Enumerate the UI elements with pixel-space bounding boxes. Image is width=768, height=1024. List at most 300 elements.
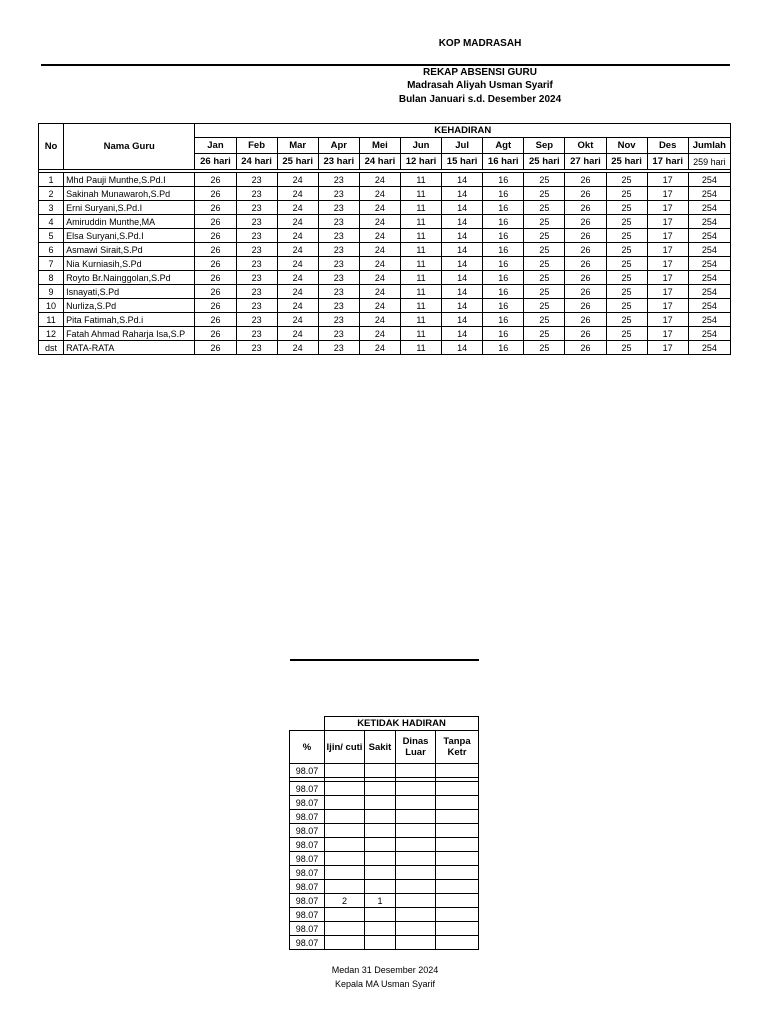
attendance-cell: 25 — [606, 243, 647, 257]
attendance-cell: 23 — [318, 201, 359, 215]
percent-cell: 98.07 — [290, 894, 325, 908]
attendance-cell: 25 — [606, 215, 647, 229]
attendance-cell: 23 — [236, 201, 277, 215]
month-header: Nov — [606, 138, 647, 154]
attendance-cell: 14 — [442, 327, 483, 341]
attendance-cell: 24 — [359, 243, 400, 257]
absence-cell — [396, 894, 436, 908]
absence-cell — [325, 922, 365, 936]
attendance-cell: 24 — [359, 313, 400, 327]
row-no: 4 — [39, 215, 64, 229]
attendance-cell: 25 — [524, 173, 565, 187]
table-row — [39, 215, 731, 229]
absence-cell — [396, 852, 436, 866]
signer-title: Kepala MA Usman Syarif — [334, 979, 436, 989]
place-date: Medan 31 Desember 2024 — [331, 965, 439, 975]
attendance-cell: 25 — [524, 257, 565, 271]
col-no-header: No — [39, 124, 64, 170]
attendance-cell: 25 — [524, 201, 565, 215]
attendance-cell: 26 — [195, 201, 236, 215]
teacher-name: Fatah Ahmad Raharja Isa,S.P — [64, 327, 195, 341]
month-header: Sep — [524, 138, 565, 154]
row-no: 9 — [39, 285, 64, 299]
attendance-cell: 26 — [195, 285, 236, 299]
table-row — [39, 257, 731, 271]
absence-cell — [436, 810, 479, 824]
table-row — [39, 327, 731, 341]
teacher-name: Royto Br.Nainggolan,S.Pd — [64, 271, 195, 285]
absence-cell — [396, 782, 436, 796]
absence-cell — [436, 852, 479, 866]
kehadiran-header: KEHADIRAN — [195, 124, 731, 138]
attendance-cell: 23 — [236, 173, 277, 187]
attendance-cell: 11 — [400, 341, 441, 355]
absence-cell — [436, 922, 479, 936]
attendance-cell: 17 — [647, 271, 688, 285]
absence-cell — [325, 796, 365, 810]
table-row — [290, 866, 479, 880]
percent-cell: 98.07 — [290, 922, 325, 936]
attendance-cell: 14 — [442, 243, 483, 257]
absence-cell — [436, 796, 479, 810]
attendance-cell: 14 — [442, 257, 483, 271]
days-count-header: 25 hari — [606, 154, 647, 170]
table-row — [39, 313, 731, 327]
month-header: Jun — [400, 138, 441, 154]
table-row — [39, 341, 731, 355]
attendance-cell: 17 — [647, 229, 688, 243]
table-row — [290, 764, 479, 778]
attendance-cell: 24 — [359, 285, 400, 299]
absence-cell — [365, 824, 396, 838]
attendance-cell: 25 — [606, 229, 647, 243]
attendance-cell: 23 — [318, 257, 359, 271]
attendance-cell: 23 — [318, 243, 359, 257]
attendance-cell: 11 — [400, 201, 441, 215]
absence-cell — [325, 824, 365, 838]
absence-cell — [365, 810, 396, 824]
table-row — [290, 796, 479, 810]
teacher-name: Elsa Suryani,S.Pd.I — [64, 229, 195, 243]
attendance-cell: 24 — [277, 201, 318, 215]
row-no: 3 — [39, 201, 64, 215]
absence-cell — [365, 936, 396, 950]
absence-cell — [436, 824, 479, 838]
percent-cell: 98.07 — [290, 838, 325, 852]
table-row — [290, 810, 479, 824]
absence-cell — [396, 922, 436, 936]
attendance-cell: 23 — [318, 313, 359, 327]
attendance-cell: 26 — [565, 271, 606, 285]
table-row — [39, 229, 731, 243]
attendance-cell: 23 — [236, 313, 277, 327]
attendance-cell: 16 — [483, 243, 524, 257]
attendance-cell: 23 — [236, 341, 277, 355]
attendance-cell: 24 — [277, 327, 318, 341]
attendance-cell: 16 — [483, 229, 524, 243]
attendance-cell: 25 — [524, 285, 565, 299]
attendance-cell: 16 — [483, 257, 524, 271]
teacher-name: Pita Fatimah,S.Pd.i — [64, 313, 195, 327]
attendance-cell: 24 — [359, 257, 400, 271]
table-row — [290, 894, 479, 908]
attendance-cell: 14 — [442, 299, 483, 313]
table-row — [39, 271, 731, 285]
attendance-cell: 14 — [442, 229, 483, 243]
attendance-cell: 24 — [359, 201, 400, 215]
month-header: Mei — [359, 138, 400, 154]
attendance-cell: 254 — [688, 341, 730, 355]
attendance-cell: 23 — [318, 187, 359, 201]
attendance-cell: 26 — [195, 327, 236, 341]
percent-cell: 98.07 — [290, 796, 325, 810]
month-header: Jan — [195, 138, 236, 154]
attendance-cell: 25 — [524, 313, 565, 327]
absence-cell — [325, 866, 365, 880]
teacher-name: RATA-RATA — [64, 341, 195, 355]
attendance-cell: 23 — [236, 271, 277, 285]
absence-cell — [396, 810, 436, 824]
absence-cell — [325, 810, 365, 824]
attendance-cell: 17 — [647, 215, 688, 229]
absence-cell — [365, 922, 396, 936]
attendance-cell: 25 — [524, 299, 565, 313]
attendance-cell: 26 — [565, 173, 606, 187]
absence-col-header: Sakit — [365, 731, 396, 764]
attendance-cell: 14 — [442, 285, 483, 299]
absence-cell — [396, 824, 436, 838]
month-header: Apr — [318, 138, 359, 154]
attendance-cell: 254 — [688, 257, 730, 271]
attendance-cell: 16 — [483, 173, 524, 187]
month-header: Jumlah — [688, 138, 730, 154]
attendance-cell: 24 — [359, 341, 400, 355]
teacher-name: Asmawi Sirait,S.Pd — [64, 243, 195, 257]
attendance-cell: 24 — [277, 271, 318, 285]
attendance-cell: 11 — [400, 285, 441, 299]
teacher-name: Sakinah Munawaroh,S.Pd — [64, 187, 195, 201]
table-row — [290, 922, 479, 936]
percent-cell: 98.07 — [290, 880, 325, 894]
attendance-cell: 17 — [647, 299, 688, 313]
col-nama-header: Nama Guru — [64, 124, 195, 170]
attendance-cell: 254 — [688, 173, 730, 187]
percent-cell: 98.07 — [290, 852, 325, 866]
attendance-cell: 26 — [195, 257, 236, 271]
percent-cell: 98.07 — [290, 764, 325, 778]
days-count-header: 16 hari — [483, 154, 524, 170]
attendance-cell: 16 — [483, 187, 524, 201]
attendance-cell: 23 — [236, 187, 277, 201]
attendance-cell: 14 — [442, 341, 483, 355]
attendance-cell: 14 — [442, 271, 483, 285]
attendance-cell: 23 — [318, 271, 359, 285]
month-header: Des — [647, 138, 688, 154]
absence-cell — [325, 764, 365, 778]
attendance-cell: 26 — [195, 187, 236, 201]
percent-cell: 98.07 — [290, 866, 325, 880]
attendance-cell: 26 — [565, 243, 606, 257]
days-count-header: 15 hari — [442, 154, 483, 170]
attendance-cell: 26 — [195, 313, 236, 327]
row-no: 5 — [39, 229, 64, 243]
attendance-cell: 25 — [606, 327, 647, 341]
attendance-cell: 23 — [318, 215, 359, 229]
attendance-cell: 23 — [318, 341, 359, 355]
teacher-name: Nurliza,S.Pd — [64, 299, 195, 313]
attendance-cell: 24 — [277, 173, 318, 187]
percent-cell: 98.07 — [290, 908, 325, 922]
teacher-name: Mhd Pauji Munthe,S.Pd.I — [64, 173, 195, 187]
absence-cell — [325, 782, 365, 796]
attendance-cell: 26 — [565, 285, 606, 299]
attendance-cell: 17 — [647, 187, 688, 201]
month-header: Okt — [565, 138, 606, 154]
attendance-cell: 25 — [606, 313, 647, 327]
table-row — [290, 838, 479, 852]
absence-cell — [436, 782, 479, 796]
attendance-cell: 25 — [524, 271, 565, 285]
attendance-cell: 26 — [565, 257, 606, 271]
attendance-cell: 23 — [236, 285, 277, 299]
attendance-cell: 11 — [400, 257, 441, 271]
attendance-cell: 11 — [400, 327, 441, 341]
attendance-cell: 23 — [318, 173, 359, 187]
absence-cell — [436, 936, 479, 950]
attendance-cell: 23 — [236, 299, 277, 313]
attendance-cell: 11 — [400, 229, 441, 243]
attendance-cell: 24 — [277, 243, 318, 257]
absence-cell — [365, 852, 396, 866]
attendance-cell: 16 — [483, 201, 524, 215]
attendance-table — [38, 123, 731, 355]
attendance-cell: 254 — [688, 201, 730, 215]
attendance-cell: 254 — [688, 313, 730, 327]
attendance-cell: 25 — [606, 257, 647, 271]
attendance-cell: 16 — [483, 285, 524, 299]
attendance-cell: 25 — [524, 243, 565, 257]
attendance-cell: 26 — [195, 243, 236, 257]
attendance-cell: 26 — [195, 299, 236, 313]
attendance-cell: 14 — [442, 313, 483, 327]
attendance-cell: 24 — [277, 215, 318, 229]
attendance-cell: 254 — [688, 327, 730, 341]
days-count-header: 259 hari — [688, 154, 730, 170]
table-row — [39, 187, 731, 201]
row-no: 6 — [39, 243, 64, 257]
month-header: Feb — [236, 138, 277, 154]
attendance-cell: 26 — [195, 341, 236, 355]
absence-cell — [396, 838, 436, 852]
teacher-name: Erni Suryani,S.Pd.I — [64, 201, 195, 215]
absence-cell: 1 — [365, 894, 396, 908]
table-row — [39, 173, 731, 187]
attendance-cell: 16 — [483, 341, 524, 355]
sub-blank-header — [290, 717, 325, 731]
table-row — [39, 243, 731, 257]
attendance-cell: 11 — [400, 187, 441, 201]
month-header: Agt — [483, 138, 524, 154]
absence-cell — [365, 838, 396, 852]
attendance-cell: 24 — [277, 285, 318, 299]
month-header: Jul — [442, 138, 483, 154]
attendance-cell: 11 — [400, 243, 441, 257]
attendance-cell: 26 — [195, 271, 236, 285]
row-no: 8 — [39, 271, 64, 285]
attendance-cell: 26 — [565, 327, 606, 341]
attendance-cell: 23 — [318, 229, 359, 243]
attendance-cell: 11 — [400, 299, 441, 313]
attendance-cell: 254 — [688, 271, 730, 285]
attendance-cell: 16 — [483, 271, 524, 285]
table-row — [290, 824, 479, 838]
row-no: 7 — [39, 257, 64, 271]
attendance-cell: 14 — [442, 215, 483, 229]
attendance-cell: 25 — [524, 229, 565, 243]
attendance-cell: 24 — [359, 229, 400, 243]
attendance-cell: 17 — [647, 173, 688, 187]
attendance-cell: 26 — [565, 229, 606, 243]
percent-cell: 98.07 — [290, 810, 325, 824]
absence-cell — [365, 880, 396, 894]
attendance-cell: 26 — [565, 187, 606, 201]
month-header: Mar — [277, 138, 318, 154]
attendance-cell: 16 — [483, 327, 524, 341]
table-row — [39, 285, 731, 299]
absence-cell — [436, 908, 479, 922]
percent-cell: 98.07 — [290, 936, 325, 950]
attendance-cell: 25 — [524, 327, 565, 341]
absence-cell — [396, 764, 436, 778]
attendance-cell: 23 — [236, 257, 277, 271]
ketidakhadiran-header: KETIDAK HADIRAN — [325, 717, 479, 731]
attendance-cell: 23 — [236, 229, 277, 243]
absence-cell — [365, 782, 396, 796]
absence-col-header: Dinas Luar — [396, 731, 436, 764]
attendance-cell: 14 — [442, 201, 483, 215]
days-count-header: 24 hari — [236, 154, 277, 170]
attendance-cell: 25 — [606, 173, 647, 187]
attendance-cell: 24 — [277, 229, 318, 243]
absence-cell — [365, 908, 396, 922]
attendance-cell: 17 — [647, 285, 688, 299]
attendance-cell: 26 — [195, 173, 236, 187]
attendance-cell: 26 — [565, 299, 606, 313]
attendance-cell: 26 — [195, 229, 236, 243]
attendance-cell: 24 — [359, 271, 400, 285]
attendance-cell: 254 — [688, 285, 730, 299]
report-title: REKAP ABSENSI GURU — [423, 67, 537, 78]
attendance-cell: 25 — [606, 201, 647, 215]
kop-madrasah: KOP MADRASAH — [438, 38, 522, 49]
days-count-header: 12 hari — [400, 154, 441, 170]
attendance-cell: 11 — [400, 271, 441, 285]
absence-cell — [436, 894, 479, 908]
absence-cell — [396, 880, 436, 894]
attendance-cell: 24 — [359, 327, 400, 341]
attendance-cell: 14 — [442, 187, 483, 201]
teacher-name: Amiruddin Munthe,MA — [64, 215, 195, 229]
school-name: Madrasah Aliyah Usman Syarif — [407, 80, 553, 91]
table-row — [290, 880, 479, 894]
percent-cell: 98.07 — [290, 782, 325, 796]
attendance-cell: 23 — [236, 215, 277, 229]
attendance-cell: 25 — [606, 187, 647, 201]
attendance-cell: 25 — [524, 341, 565, 355]
attendance-cell: 14 — [442, 173, 483, 187]
attendance-cell: 26 — [565, 341, 606, 355]
absence-cell — [365, 764, 396, 778]
row-no: 2 — [39, 187, 64, 201]
attendance-cell: 17 — [647, 243, 688, 257]
days-count-header: 24 hari — [359, 154, 400, 170]
days-count-header: 23 hari — [318, 154, 359, 170]
attendance-cell: 24 — [359, 299, 400, 313]
attendance-cell: 26 — [195, 215, 236, 229]
attendance-cell: 24 — [277, 257, 318, 271]
absence-cell — [325, 838, 365, 852]
attendance-cell: 24 — [359, 173, 400, 187]
absence-cell — [365, 866, 396, 880]
attendance-cell: 26 — [565, 215, 606, 229]
table-row — [290, 782, 479, 796]
attendance-cell: 17 — [647, 313, 688, 327]
absence-cell — [396, 936, 436, 950]
absence-cell — [325, 936, 365, 950]
absence-cell — [396, 908, 436, 922]
absence-cell — [436, 880, 479, 894]
report-period: Bulan Januari s.d. Desember 2024 — [398, 94, 562, 105]
attendance-cell: 17 — [647, 341, 688, 355]
table-row — [290, 936, 479, 950]
row-no: dst — [39, 341, 64, 355]
attendance-cell: 26 — [565, 313, 606, 327]
attendance-cell: 254 — [688, 229, 730, 243]
attendance-cell: 16 — [483, 215, 524, 229]
attendance-cell: 23 — [318, 327, 359, 341]
days-count-header: 25 hari — [277, 154, 318, 170]
col-pct-header: % — [290, 731, 325, 764]
attendance-cell: 25 — [606, 285, 647, 299]
table-row — [39, 299, 731, 313]
attendance-cell: 254 — [688, 243, 730, 257]
attendance-cell: 25 — [606, 299, 647, 313]
absence-cell — [396, 866, 436, 880]
teacher-name: Nia Kurniasih,S.Pd — [64, 257, 195, 271]
attendance-cell: 17 — [647, 201, 688, 215]
absence-cell — [325, 852, 365, 866]
attendance-cell: 254 — [688, 187, 730, 201]
absence-cell — [325, 908, 365, 922]
attendance-cell: 25 — [606, 271, 647, 285]
attendance-cell: 26 — [565, 201, 606, 215]
attendance-cell: 11 — [400, 313, 441, 327]
section-divider — [290, 659, 479, 661]
attendance-cell: 25 — [524, 187, 565, 201]
table-row — [39, 201, 731, 215]
attendance-cell: 24 — [277, 313, 318, 327]
row-no: 1 — [39, 173, 64, 187]
attendance-cell: 24 — [277, 187, 318, 201]
days-count-header: 26 hari — [195, 154, 236, 170]
attendance-cell: 23 — [236, 243, 277, 257]
attendance-cell: 24 — [277, 299, 318, 313]
attendance-cell: 16 — [483, 299, 524, 313]
absence-col-header: Ijin/ cuti — [325, 731, 365, 764]
attendance-cell: 16 — [483, 313, 524, 327]
row-no: 10 — [39, 299, 64, 313]
row-no: 11 — [39, 313, 64, 327]
